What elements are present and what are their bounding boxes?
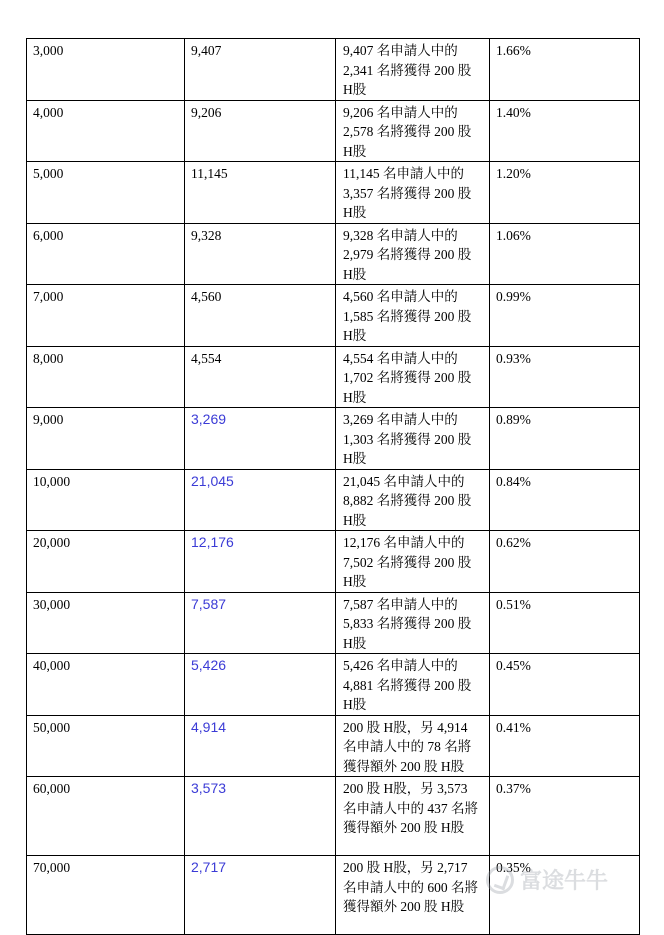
- watermark-text: 富途牛牛: [520, 869, 609, 894]
- shares-cell: 50,000: [27, 715, 185, 777]
- allotment-basis-cell: 3,269 名申請人中的 1,303 名將獲得 200 股 H股: [336, 408, 490, 470]
- percentage-cell: 0.37%: [490, 777, 640, 856]
- applicants-cell: 21,045: [185, 469, 336, 531]
- table-row: [27, 715, 640, 777]
- allotment-basis-cell: 7,587 名申請人中的 5,833 名將獲得 200 股 H股: [336, 592, 490, 654]
- percentage-cell: 0.35%: [490, 856, 640, 935]
- table-row: [27, 654, 640, 716]
- applicants-cell: 9,206: [185, 100, 336, 162]
- percentage-cell: 0.93%: [490, 346, 640, 408]
- allotment-basis-cell: 200 股 H股，另 4,914 名申請人中的 78 名將獲得額外 200 股 H股: [336, 715, 490, 777]
- table-row: [27, 100, 640, 162]
- shares-cell: 70,000: [27, 856, 185, 935]
- shares-cell: 10,000: [27, 469, 185, 531]
- percentage-cell: 0.84%: [490, 469, 640, 531]
- applicants-cell: 5,426: [185, 654, 336, 716]
- shares-cell: 30,000: [27, 592, 185, 654]
- allotment-basis-cell: 9,328 名申請人中的 2,979 名將獲得 200 股 H股: [336, 223, 490, 285]
- applicants-cell: 4,554: [185, 346, 336, 408]
- allotment-basis-cell: 5,426 名申請人中的 4,881 名將獲得 200 股 H股: [336, 654, 490, 716]
- allotment-table: [26, 38, 640, 935]
- table-row: [27, 223, 640, 285]
- futu-logo-icon: [486, 866, 514, 894]
- percentage-cell: 0.51%: [490, 592, 640, 654]
- allotment-basis-cell: 9,407 名申請人中的 2,341 名將獲得 200 股 H股: [336, 39, 490, 101]
- table-row: [27, 346, 640, 408]
- allotment-basis-cell: 9,206 名申請人中的 2,578 名將獲得 200 股 H股: [336, 100, 490, 162]
- shares-cell: 40,000: [27, 654, 185, 716]
- applicants-cell: 2,717: [185, 856, 336, 935]
- percentage-cell: 1.66%: [490, 39, 640, 101]
- table-row: [27, 531, 640, 593]
- shares-cell: 6,000: [27, 223, 185, 285]
- applicants-cell: 9,407: [185, 39, 336, 101]
- percentage-cell: 0.89%: [490, 408, 640, 470]
- percentage-cell: 0.99%: [490, 285, 640, 347]
- percentage-cell: 1.20%: [490, 162, 640, 224]
- shares-cell: 60,000: [27, 777, 185, 856]
- shares-cell: 8,000: [27, 346, 185, 408]
- applicants-cell: 11,145: [185, 162, 336, 224]
- shares-cell: 3,000: [27, 39, 185, 101]
- watermark: [486, 864, 608, 895]
- applicants-cell: 7,587: [185, 592, 336, 654]
- table-row: [27, 777, 640, 856]
- applicants-cell: 9,328: [185, 223, 336, 285]
- shares-cell: 7,000: [27, 285, 185, 347]
- applicants-cell: 12,176: [185, 531, 336, 593]
- shares-cell: 9,000: [27, 408, 185, 470]
- applicants-cell: 4,560: [185, 285, 336, 347]
- allotment-basis-cell: 4,554 名申請人中的 1,702 名將獲得 200 股 H股: [336, 346, 490, 408]
- applicants-cell: 4,914: [185, 715, 336, 777]
- table-row: [27, 408, 640, 470]
- applicants-cell: 3,269: [185, 408, 336, 470]
- table-row: [27, 285, 640, 347]
- allotment-basis-cell: 21,045 名申請人中的 8,882 名將獲得 200 股 H股: [336, 469, 490, 531]
- allotment-basis-cell: 200 股 H股，另 2,717 名申請人中的 600 名將獲得額外 200 股 H股: [336, 856, 490, 935]
- shares-cell: 20,000: [27, 531, 185, 593]
- shares-cell: 4,000: [27, 100, 185, 162]
- percentage-cell: 0.62%: [490, 531, 640, 593]
- applicants-cell: 3,573: [185, 777, 336, 856]
- percentage-cell: 0.45%: [490, 654, 640, 716]
- allotment-basis-cell: 200 股 H股，另 3,573 名申請人中的 437 名將獲得額外 200 股 H股: [336, 777, 490, 856]
- table-row: [27, 39, 640, 101]
- table-row: [27, 592, 640, 654]
- percentage-cell: 1.40%: [490, 100, 640, 162]
- table-row: [27, 162, 640, 224]
- allotment-basis-cell: 4,560 名申請人中的 1,585 名將獲得 200 股 H股: [336, 285, 490, 347]
- allotment-basis-cell: 11,145 名申請人中的 3,357 名將獲得 200 股 H股: [336, 162, 490, 224]
- percentage-cell: 1.06%: [490, 223, 640, 285]
- table-row: [27, 469, 640, 531]
- shares-cell: 5,000: [27, 162, 185, 224]
- percentage-cell: 0.41%: [490, 715, 640, 777]
- allotment-basis-cell: 12,176 名申請人中的 7,502 名將獲得 200 股 H股: [336, 531, 490, 593]
